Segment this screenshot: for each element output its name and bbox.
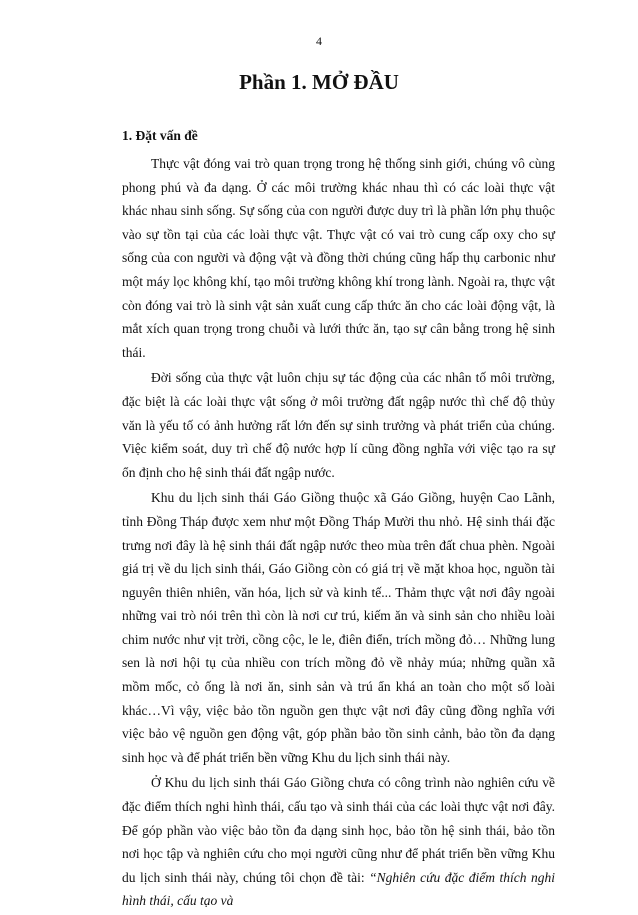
chapter-title: Phần 1. MỞ ĐẦU xyxy=(239,70,399,94)
paragraph-3: Khu du lịch sinh thái Gáo Giồng thuộc xã Gáo Giồng, huyện Cao Lãnh, tỉnh Đồng Tháp được xem như một Đồng Tháp Mười thu nhỏ. Hệ sinh thái đặc trưng nơi đây là hệ sinh thái đất ngập nước theo mùa trên đất chua phèn. Ngoài giá trị về du lịch sinh thái, Gáo Giồng còn có giá trị về mặt khoa học, nguồn tài nguyên thiên nhiên, văn hóa, lịch sử và kinh tế... Thảm thực vật nơi đây ngoài những vai trò nói trên thì còn là nơi cư trú, kiếm ăn và sinh sản cho nhiều loài chim nước như vịt trời, cồng cộc, le le, điên điển, trích mồng đỏ… Những lung sen là nơi hội tụ của nhiều con trích mồng đỏ về nhảy múa; những quần xã mồm mốc, cỏ ống là nơi ăn, sinh sản và trú ẩn khá an toàn cho một số loài khác…Vì vậy, việc bảo tồn nguồn gen thực vật nơi đây cũng đồng nghĩa với việc bảo vệ nguồn gen động vật, góp phần bảo tồn sinh cảnh, bảo tồn đa dạng sinh học và để phát triển bền vững Khu du lịch sinh thái này. xyxy=(122,490,555,765)
page-number: 4 xyxy=(316,34,322,48)
section-heading: 1. Đặt vấn đề xyxy=(122,128,198,143)
paragraph-4 xyxy=(122,771,555,913)
paragraph-4-text: Ở Khu du lịch sinh thái Gáo Giồng chưa có công trình nào nghiên cứu về đặc điểm thích nghi hình thái, cấu tạo và sinh thái của các loài thực vật nơi đây. Để góp phần vào việc bảo tồn đa dạng sinh học, bảo tồn hệ sinh thái, bảo tồn nơi học tập và nghiên cứu cho mọi người cũng như để phát triển bền vững Khu du lịch sinh thái này, chúng tôi chọn đề tài: xyxy=(122,775,555,885)
thesis-topic-title: “Nghiên cứu đặc điểm thích nghi hình thái, cấu tạo và xyxy=(122,869,555,909)
paragraph-1: Thực vật đóng vai trò quan trọng trong hệ thống sinh giới, chúng vô cùng phong phú và đa dạng. Ở các môi trường khác nhau thì có các loài thực vật khác nhau sinh sống. Sự sống của con người được duy trì là phần lớn phụ thuộc vào sự tồn tại của các loài thực vật. Thực vật có vai trò cung cấp oxy cho sự sống của con người và động vật và đồng thời chúng cũng hấp thụ carbonic như một máy lọc không khí, tạo môi trường không khí trong lành. Ngoài ra, thực vật còn đóng vai trò là sinh vật sản xuất cung cấp thức ăn cho các loài động vật, là mắt xích quan trọng trong chuỗi và lưới thức ăn, tạo sự cân bằng trong hệ sinh thái. xyxy=(122,156,555,360)
section-content xyxy=(122,126,555,915)
paragraph-2: Đời sống của thực vật luôn chịu sự tác động của các nhân tố môi trường, đặc biệt là các loài thực vật sống ở môi trường đất ngập nước thì chế độ thủy văn là yếu tố có ảnh hưởng rất lớn đến sự sinh trưởng và phát triển của chúng. Việc kiểm soát, duy trì chế độ nước hợp lí cũng đồng nghĩa với việc tạo ra sự ổn định cho hệ sinh thái đất ngập nước. xyxy=(122,370,555,480)
